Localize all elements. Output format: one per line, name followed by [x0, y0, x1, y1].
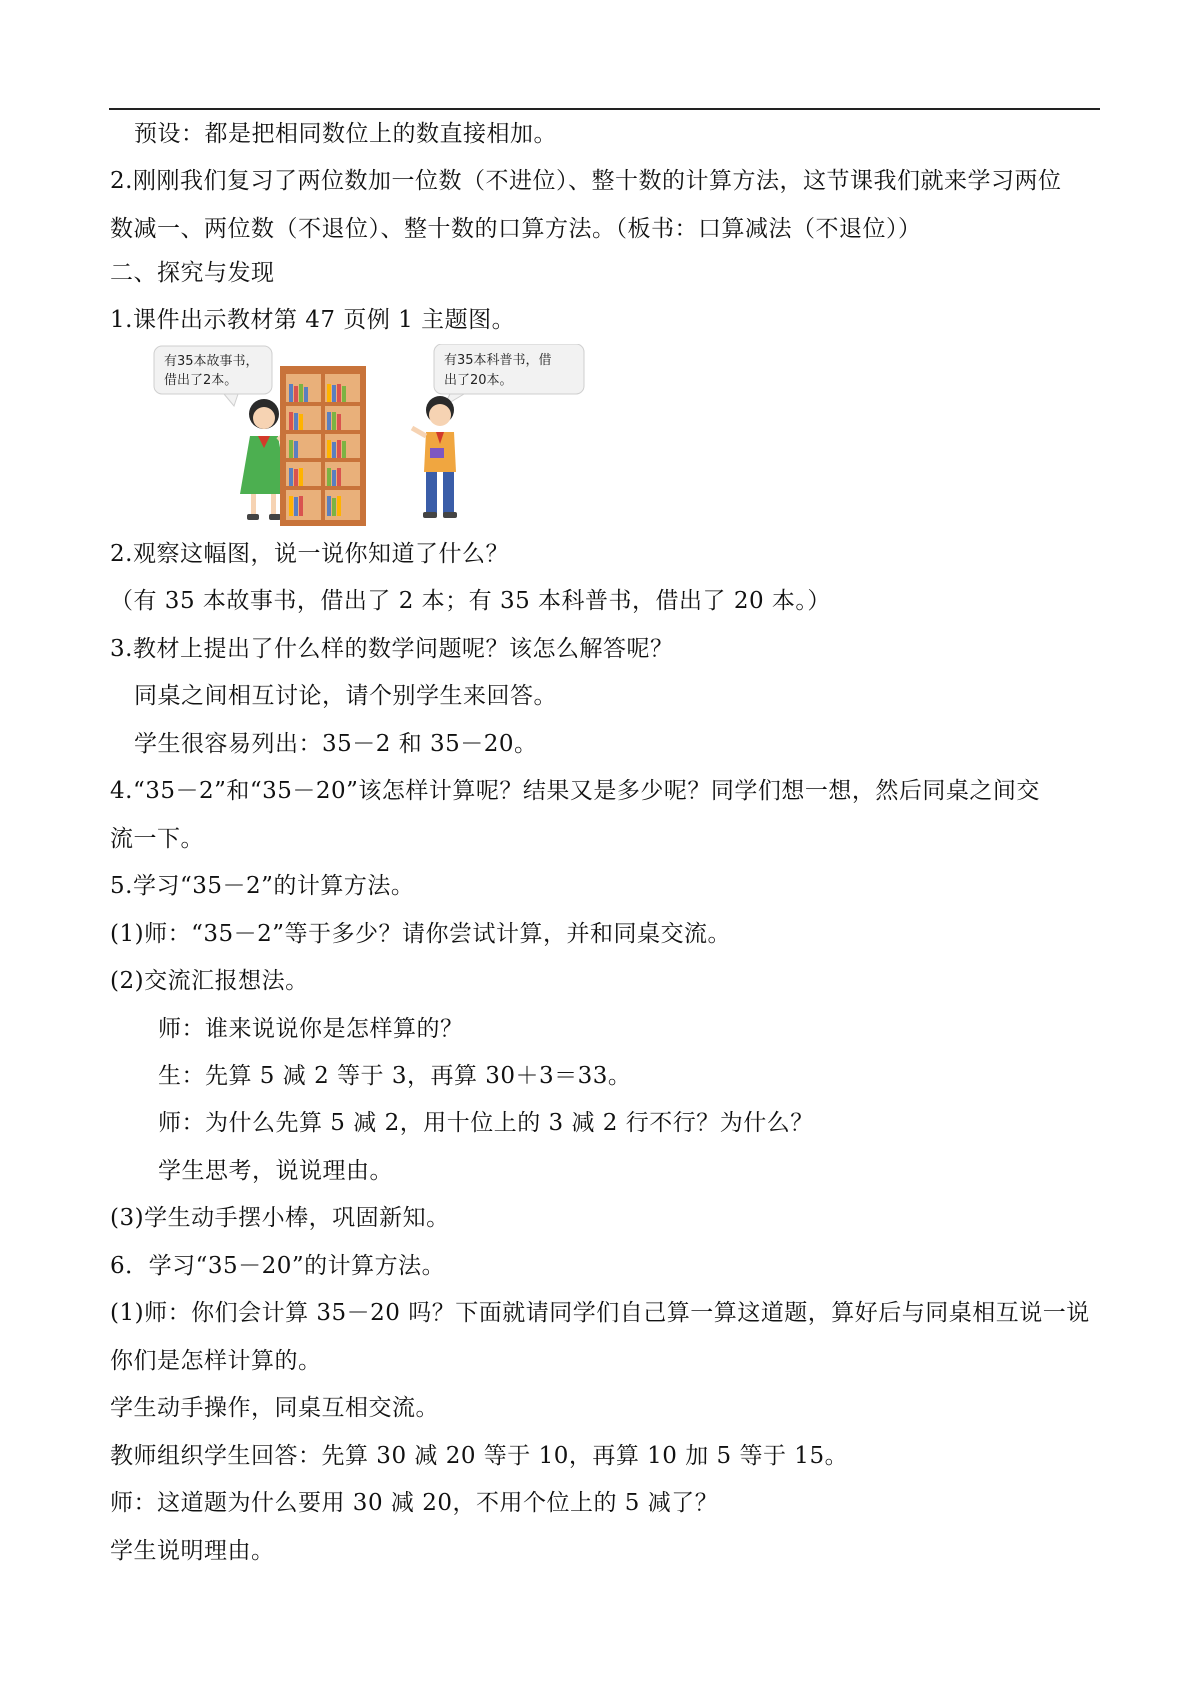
text-line: (2)交流汇报想法。 [110, 968, 309, 994]
text-line: 预设：都是把相同数位上的数直接相加。 [134, 121, 557, 147]
section-heading: 二、探究与发现 [110, 260, 275, 286]
text-line: 学生思考，说说理由。 [158, 1158, 393, 1184]
text-line: 6．学习“35－20”的计算方法。 [110, 1253, 446, 1279]
text-line: 学生动手操作，同桌互相交流。 [110, 1395, 439, 1421]
text-line: 生：先算 5 减 2 等于 3，再算 30＋3＝33。 [158, 1063, 632, 1089]
text-line: 流一下。 [110, 826, 204, 852]
text-line: 3.教材上提出了什么样的数学问题呢？该怎么解答呢？ [110, 636, 674, 662]
text-line: 同桌之间相互讨论，请个别学生来回答。 [134, 683, 557, 709]
bookshelf [280, 366, 366, 526]
girl-bubble-line2: 借出了2本。 [164, 373, 238, 388]
text-line: (1)师：“35－2”等于多少？请你尝试计算，并和同桌交流。 [110, 921, 731, 947]
text-line: 师：为什么先算 5 减 2，用十位上的 3 减 2 行不行？为什么？ [158, 1110, 814, 1136]
text-line: 1.课件出示教材第 47 页例 1 主题图。 [110, 307, 516, 333]
text-line: 师：这道题为什么要用 30 减 20，不用个位上的 5 减了？ [110, 1490, 719, 1516]
boy-bubble-line1: 有35本科普书，借 [444, 353, 552, 368]
text-line: 你们是怎样计算的。 [110, 1348, 322, 1374]
text-line: 教师组织学生回答：先算 30 减 20 等于 10，再算 10 加 5 等于 15。 [110, 1443, 849, 1469]
boy-figure [412, 396, 457, 518]
boy-bubble-line2: 出了20本。 [444, 373, 513, 388]
text-line: 学生说明理由。 [110, 1538, 275, 1564]
text-line: 学生很容易列出：35－2 和 35－20。 [134, 731, 538, 757]
text-line: （有 35 本故事书，借出了 2 本；有 35 本科普书，借出了 20 本。） [110, 588, 831, 614]
textbook-illustration [150, 344, 590, 530]
header-rule [109, 108, 1100, 110]
text-line: 师：谁来说说你是怎样算的？ [158, 1016, 464, 1042]
text-line: 4.“35－2”和“35－20”该怎样计算呢？结果又是多少呢？同学们想一想，然后同桌之间交 [110, 778, 1040, 804]
girl-bubble-line1: 有35本故事书， [164, 354, 259, 369]
text-line: 5.学习“35－2”的计算方法。 [110, 873, 415, 899]
boy-speech-bubble [434, 344, 584, 406]
text-line: 2.刚刚我们复习了两位数加一位数（不进位）、整十数的计算方法，这节课我们就来学习两位 [110, 168, 1062, 194]
text-line: (1)师：你们会计算 35－20 吗？下面就请同学们自己算一算这道题，算好后与同桌相互说一说 [110, 1300, 1090, 1326]
girl-speech-bubble [154, 346, 272, 406]
text-line: 2.观察这幅图，说一说你知道了什么？ [110, 541, 509, 567]
text-line: 数减一、两位数（不退位）、整十数的口算方法。（板书：口算减法（不退位）） [110, 216, 922, 242]
text-line: (3)学生动手摆小棒，巩固新知。 [110, 1205, 450, 1231]
